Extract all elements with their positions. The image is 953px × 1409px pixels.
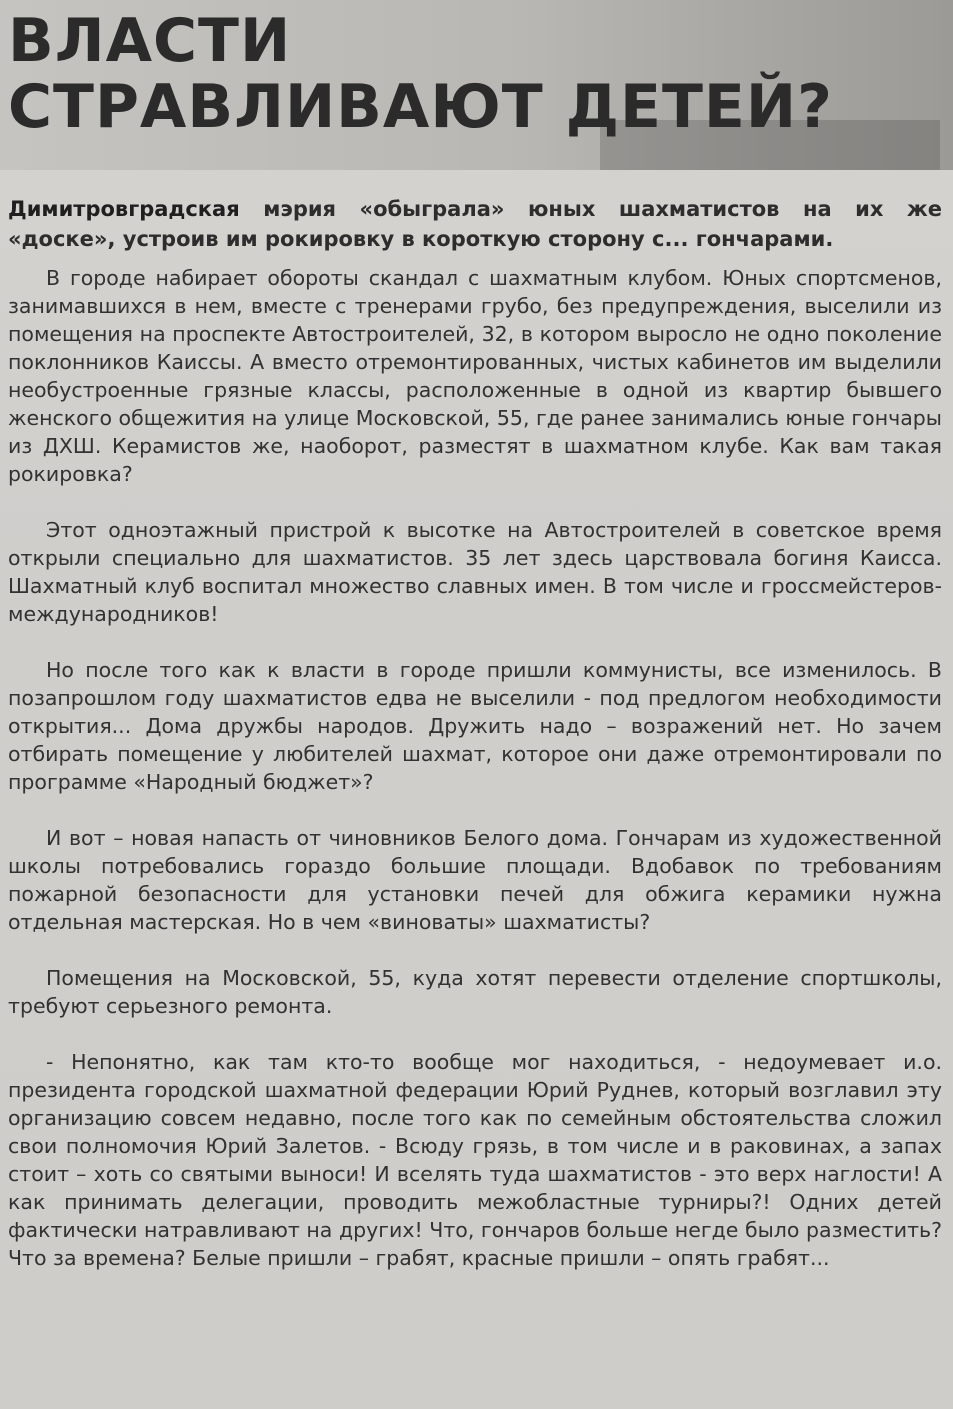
lead-text: мэрия «обыграла» юных шахматистов на их же «доске», устроив им рокировку в короткую сторону с... гончарами. (8, 197, 942, 251)
headline-line-1: ВЛАСТИ (8, 6, 292, 76)
paragraph: Но после того как к власти в городе пришли коммунисты, все изменилось. В позапрошлом году шахматистов едва не выселили - под предлогом необходимости открытия... Дома дружбы народов. Дружить надо – возражений нет. Но зачем отбирать помещение у любителей шахмат, которое они даже отремонтировали по программе «Народный бюджет»? (8, 658, 942, 794)
headline-line-2: СТРАВЛИВАЮТ ДЕТЕЙ? (8, 72, 833, 142)
paragraph: И вот – новая напасть от чиновников Белого дома. Гончарам из художественной школы потребовались гораздо большие площади. Вдобавок по требованиям пожарной безопасности для установки печей для обжига керамики нужна отдельная мастерская. Но в чем «виноваты» шахматисты? (8, 826, 942, 934)
article-headline (8, 8, 833, 140)
paragraph: Этот одноэтажный пристрой к высотке на Автостроителей в советское время открыли специально для шахматистов. 35 лет здесь царствовала богиня Каисса. Шахматный клуб воспитал множество славных имен. В том числе и гроссмейстеров-международников! (8, 518, 942, 626)
article-lead (8, 194, 942, 254)
lead-bold-word: Димитровградская (8, 197, 240, 221)
article-body (8, 264, 942, 1300)
paragraph: - Непонятно, как там кто-то вообще мог находиться, - недоумевает и.о. президента городской шахматной федерации Юрий Руднев, который возглавил эту организацию совсем недавно, после того как по семейным обстоятельства сложил свои полномочия Юрий Залетов. - Всюду грязь, в том числе и в раковинах, а запах стоит – хоть со святыми выноси! И вселять туда шахматистов - это верх наглости! А как принимать делегации, проводить межобластные турниры?! Одних детей фактически натравливают на других! Что, гончаров больше негде было разместить? Что за времена? Белые пришли – грабят, красные пришли – опять грабят... (8, 1050, 942, 1270)
paragraph: В городе набирает обороты скандал с шахматным клубом. Юных спортсменов, занимавшихся в нем, вместе с тренерами грубо, без предупреждения, выселили из помещения на проспекте Автостроителей, 32, в котором выросло не одно поколение поклонников Каиссы. А вместо отремонтированных, чистых кабинетов им выделили необустроенные грязные классы, расположенные в одной из квартир бывшего женского общежития на улице Московской, 55, где ранее занимались юные гончары из ДХШ. Керамистов же, наоборот, разместят в шахматном клубе. Как вам такая рокировка? (8, 266, 942, 486)
paragraph: Помещения на Московской, 55, куда хотят перевести отделение спортшколы, требуют серьезного ремонта. (8, 966, 942, 1018)
